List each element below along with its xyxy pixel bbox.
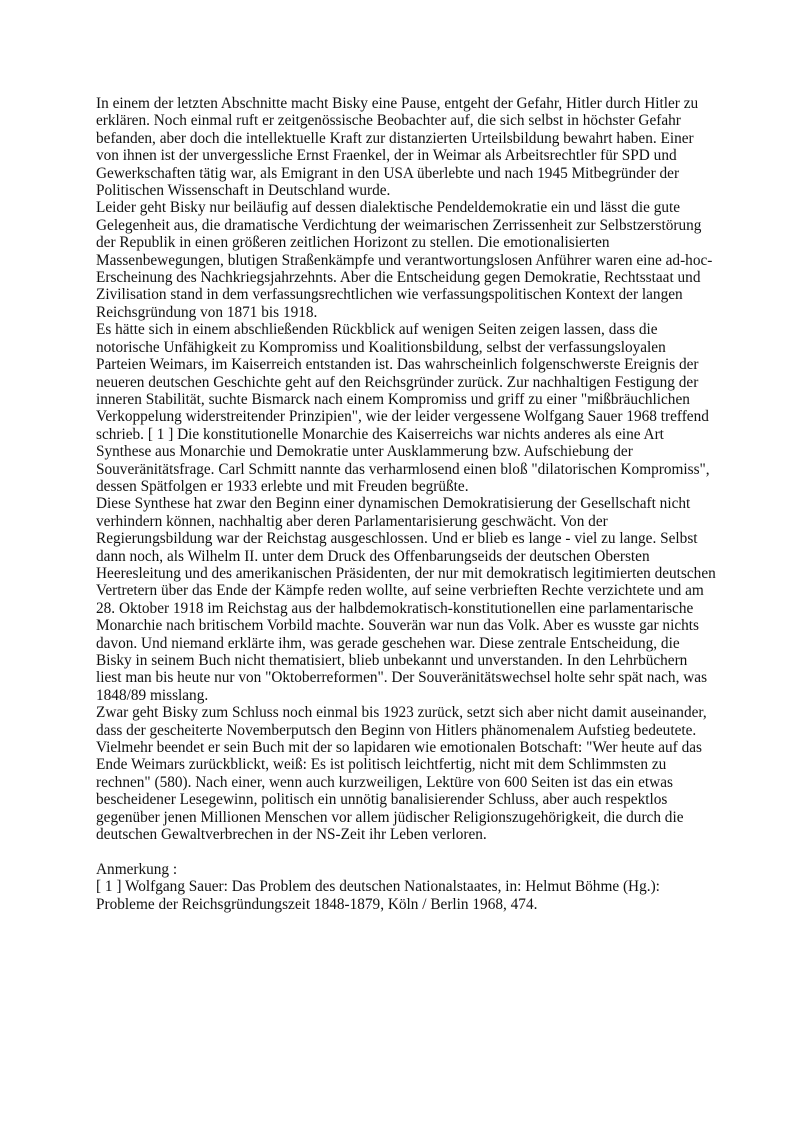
paragraph-3: Es hätte sich in einem abschließenden Rückblick auf wenigen Seiten zeigen lassen, dass die notorische Unfähigkeit zu Kompromiss und Koalitionsbildung, selbst der verfassungsloyalen Parteien Weimars, im Kaiserreich entstanden ist. Das wahrscheinlich folgenschwerste Ereignis der neueren deutschen Geschichte geht auf den Reichsgründer zurück. Zur nachhaltigen Festigung der inneren Stabilität, suchte Bismarck nach einem Kompromiss und griff zu einer "mißbräuchlichen Verkoppelung widerstreitender Prinzipien", wie der leider vergessene Wolfgang Sauer 1968 treffend schrieb. [ 1 ] Die konstitutionelle Monarchie des Kaiserreichs war nichts anderes als eine Art Synthese aus Monarchie und Demokratie unter Ausklammerung bzw. Aufschiebung der Souveränitätsfrage. Carl Schmitt nannte das verharmlosend einen bloß "dilatorischen Kompromiss", dessen Spätfolgen er 1933 erlebte und mit Freuden begrüßte.: [96, 321, 710, 495]
footnote-1: [ 1 ] Wolfgang Sauer: Das Problem des deutschen Nationalstaates, in: Helmut Böhme (Hg.): Probleme der Reichsgründungszeit 1848-1879, Köln / Berlin 1968, 474.: [96, 878, 660, 913]
footnotes-section: [96, 861, 716, 913]
paragraph-1: In einem der letzten Abschnitte macht Bisky eine Pause, entgeht der Gefahr, Hitler durch Hitler zu erklären. Noch einmal ruft er zeitgenössische Beobachter auf, die sich selbst in höchster Gefahr befanden, aber doch die intellektuelle Kraft zur distanzierten Urteilsbildung bewahrt haben. Einer von ihnen ist der unvergessliche Ernst Fraenkel, der in Weimar als Arbeitsrechtler für SPD und Gewerkschaften tätig war, als Emigrant in den USA überlebte und nach 1945 Mitbegründer der Politischen Wissenschaft in Deutschland wurde.: [96, 95, 699, 200]
paragraph-5: Zwar geht Bisky zum Schluss noch einmal bis 1923 zurück, setzt sich aber nicht damit auseinander, dass der gescheiterte Novemberputsch den Beginn von Hitlers phänomenalem Aufstieg bedeutete. Vielmehr beendet er sein Buch mit der so lapidaren wie emotionalen Botschaft: "Wer heute auf das Ende Weimars zurückblickt, weiß: Es ist politisch leichtfertig, nicht mit dem Schlimmsten zu rechnen" (580). Nach einer, wenn auch kurzweiligen, Lektüre von 600 Seiten ist das ein etwas bescheidener Lesegewinn, politisch ein unnötig banalisierender Schluss, aber auch respektlos gegenüber jenen Millionen Menschen vor allem jüdischer Religionszugehörigkeit, die durch die deutschen Gewaltverbrechen in der NS-Zeit ihr Leben verloren.: [96, 704, 707, 844]
document-page: [96, 95, 716, 913]
paragraph-2: Leider geht Bisky nur beiläufig auf dessen dialektische Pendeldemokratie ein und lässt die gute Gelegenheit aus, die dramatische Verdichtung der weimarischen Zerrissenheit zur Selbstzerstörung der Republik in einen größeren zeitlichen Horizont zu stellen. Die emotionalisierten Massenbewegungen, blutigen Straßenkämpfe und verantwortungslosen Anführer waren eine ad-hoc-Erscheinung des Nachkriegsjahrzehnts. Aber die Entscheidung gegen Demokratie, Rechtsstaat und Zivilisation stand in dem verfassungsrechtlichen wie verfassungspolitischen Kontext der langen Reichsgründung von 1871 bis 1918.: [96, 199, 713, 321]
footnotes-heading: Anmerkung :: [96, 860, 178, 878]
paragraph-4: Diese Synthese hat zwar den Beginn einer dynamischen Demokratisierung der Gesellschaft nicht verhindern können, nachhaltig aber deren Parlamentarisierung geschwächt. Von der Regierungsbildung war der Reichstag ausgeschlossen. Und er blieb es lange - viel zu lange. Selbst dann noch, als Wilhelm II. unter dem Druck des Offenbarungseids der deutschen Obersten Heeresleitung und des amerikanischen Präsidenten, der nur mit demokratisch legitimierten deutschen Vertretern über das Ende der Kämpfe reden wollte, auf seine verbrieften Rechte verzichtete und am 28. Oktober 1918 im Reichstag aus der halbdemokratisch-konstitutionellen eine parlamentarische Monarchie nach britischem Vorbild machte. Souverän war nun das Volk. Aber es wusste gar nichts davon. Und niemand erklärte ihm, was gerade geschehen war. Diese zentrale Entscheidung, die Bisky in seinem Buch nicht thematisiert, blieb unbekannt und unverstanden. In den Lehrbüchern liest man bis heute nur von "Oktoberreformen". Der Souveränitätswechsel holte sehr spät nach, was 1848/89 misslang.: [96, 495, 716, 704]
